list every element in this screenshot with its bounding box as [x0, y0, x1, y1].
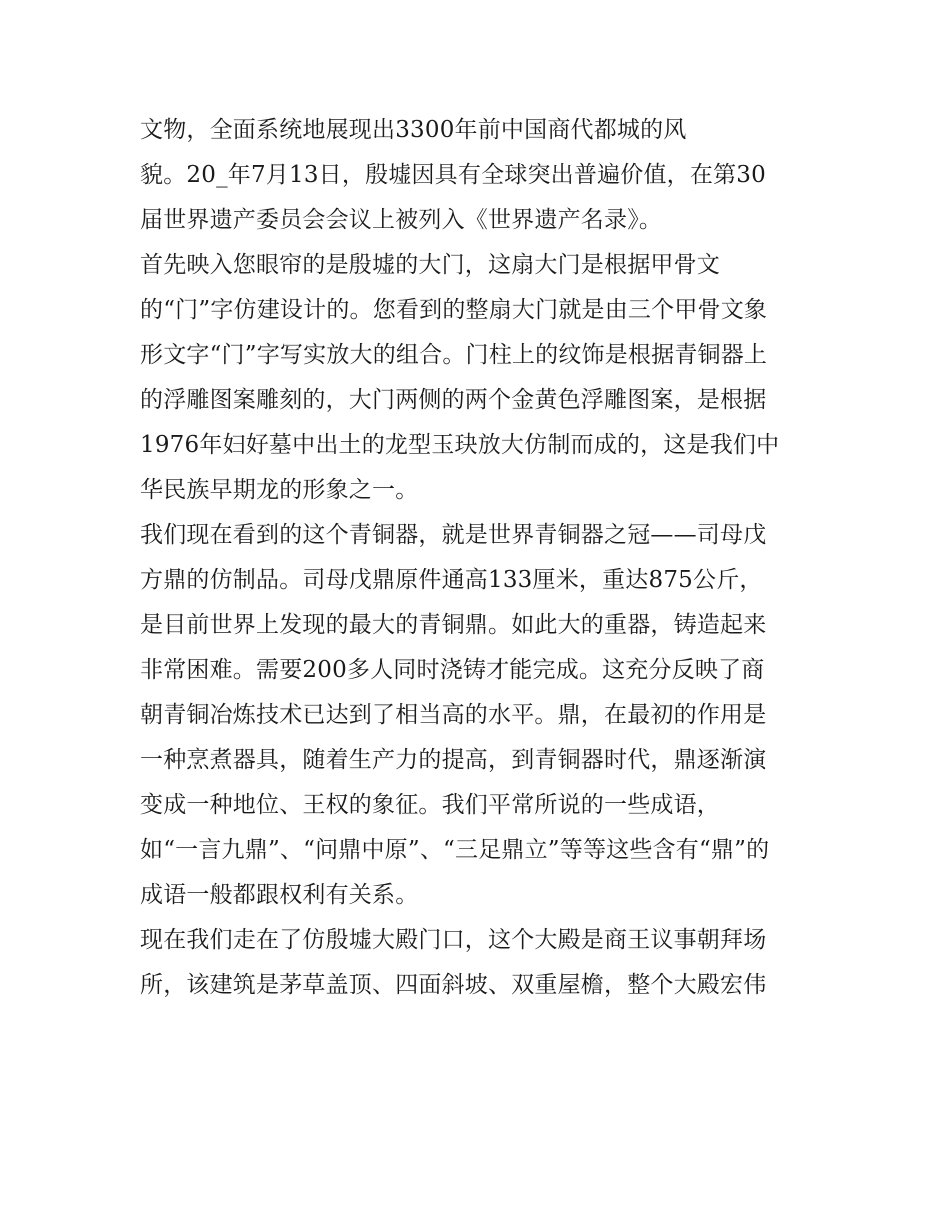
text-line: 华民族早期龙的形象之一。	[140, 477, 419, 503]
text-line: 是目前世界上发现的最大的青铜鼎。如此大的重器，铸造起来	[140, 612, 767, 638]
text-line: 貌。20_年7月13日，殷墟因具有全球突出普遍价值，在第30	[140, 162, 766, 188]
text-line: 我们现在看到的这个青铜器，就是世界青铜器之冠——司母戊	[140, 522, 767, 548]
text-line: 变成一种地位、王权的象征。我们平常所说的一些成语，	[140, 792, 720, 818]
text-line: 1976年妇好墓中出土的龙型玉玦放大仿制而成的，这是我们中	[140, 432, 780, 458]
text-line: 首先映入您眼帘的是殷墟的大门，这扇大门是根据甲骨文	[140, 252, 720, 278]
text-line: 届世界遗产委员会会议上被列入《世界遗产名录》。	[140, 207, 663, 233]
text-line: 现在我们走在了仿殷墟大殿门口，这个大殿是商王议事朝拜场	[140, 927, 767, 953]
text-line: 方鼎的仿制品。司母戊鼎原件通高133厘米，重达875公斤，	[140, 567, 763, 593]
text-line: 朝青铜冶炼技术已达到了相当高的水平。鼎，在最初的作用是	[140, 702, 767, 728]
text-line: 文物，全面系统地展现出3300年前中国商代都城的风	[140, 117, 687, 143]
text-line: 非常困难。需要200多人同时浇铸才能完成。这充分反映了商	[140, 657, 765, 683]
body-text	[140, 108, 820, 1008]
text-line: 形文字“门”字写实放大的组合。门柱上的纹饰是根据青铜器上	[140, 342, 768, 368]
text-line: 成语一般都跟权利有关系。	[140, 882, 419, 908]
text-line: 的“门”字仿建设计的。您看到的整扇大门就是由三个甲骨文象	[140, 297, 768, 323]
text-line: 一种烹煮器具，随着生产力的提高，到青铜器时代，鼎逐渐演	[140, 747, 767, 773]
text-line: 所，该建筑是茅草盖顶、四面斜坡、双重屋檐，整个大殿宏伟	[140, 972, 767, 998]
text-line: 的浮雕图案雕刻的，大门两侧的两个金黄色浮雕图案，是根据	[140, 387, 767, 413]
text-line: 如“一言九鼎”、“问鼎中原”、“三足鼎立”等等这些含有“鼎”的	[140, 837, 770, 863]
